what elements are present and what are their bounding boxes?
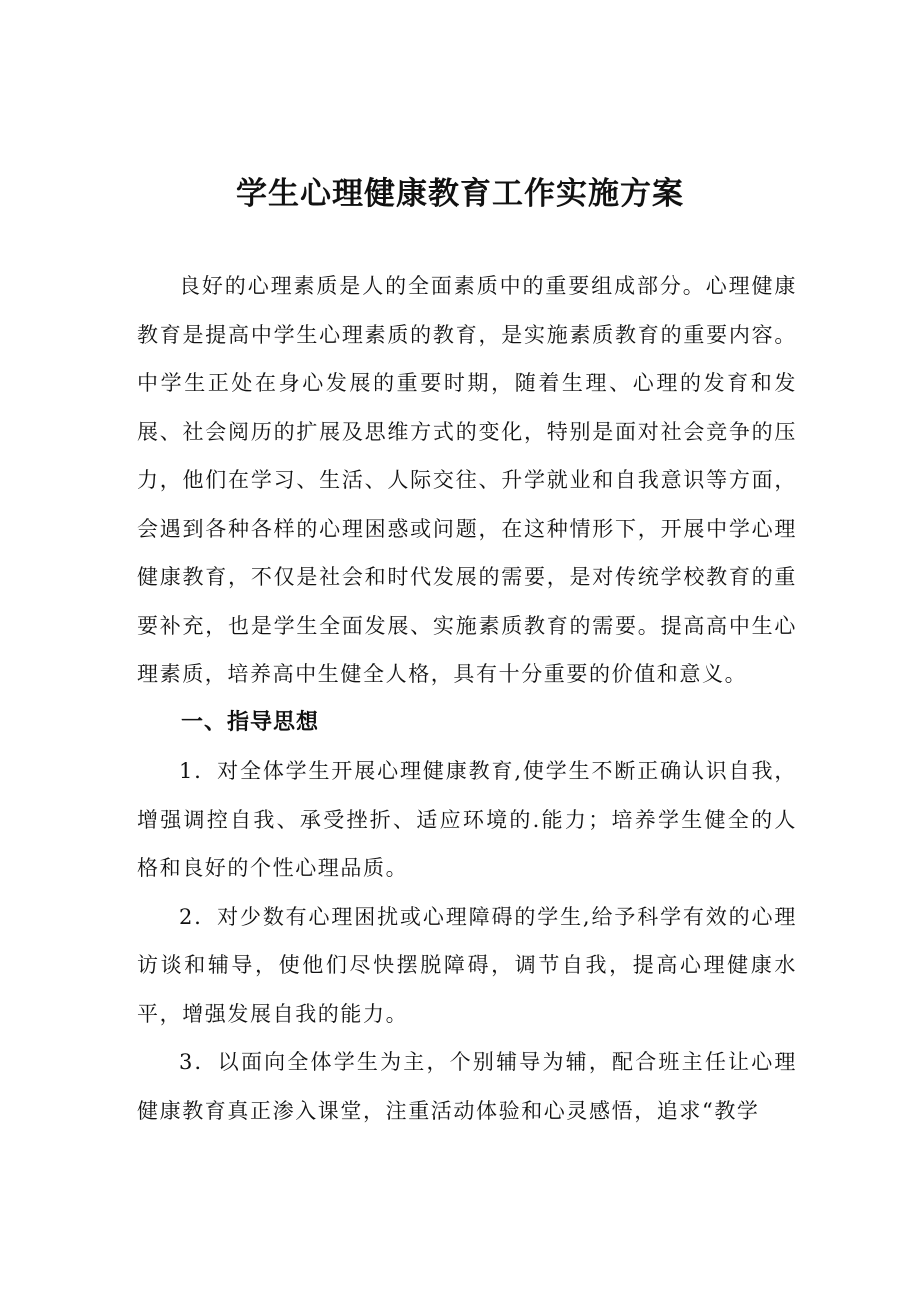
- section-heading-guiding-ideology: 一、指导思想: [181, 709, 320, 735]
- list-item-1: 1．对全体学生开展心理健康教育,使学生不断正确认识自我，增强调控自我、承受挫折、适应环境的.能力；培养学生健全的人格和良好的个性心理品质。: [137, 759, 797, 880]
- list-item-3: 3．以面向全体学生为主，个别辅导为辅，配合班主任让心理健康教育真正渗入课堂，注重活动体验和心灵感悟，追求“教学: [137, 1050, 797, 1123]
- intro-paragraph: 良好的心理素质是人的全面素质中的重要组成部分。心理健康教育是提高中学生心理素质的教育，是实施素质教育的重要内容。中学生正处在身心发展的重要时期，随着生理、心理的发育和发展、社会阅历的扩展及思维方式的变化，特别是面对社会竞争的压力，他们在学习、生活、人际交往、升学就业和自我意识等方面，会遇到各种各样的心理困惑或问题，在这种情形下，开展中学心理健康教育，不仅是社会和时代发展的需要，是对传统学校教育的重要补充，也是学生全面发展、实施素质教育的需要。提高高中生心理素质，培养高中生健全人格，具有十分重要的价值和意义。: [137, 274, 797, 686]
- document-title: 学生心理健康教育工作实施方案: [236, 176, 684, 212]
- list-item-2: 2．对少数有心理困扰或心理障碍的学生,给予科学有效的心理访谈和辅导，使他们尽快摆脱障碍，调节自我，提高心理健康水平，增强发展自我的能力。: [137, 904, 797, 1026]
- document-body: [137, 262, 797, 1135]
